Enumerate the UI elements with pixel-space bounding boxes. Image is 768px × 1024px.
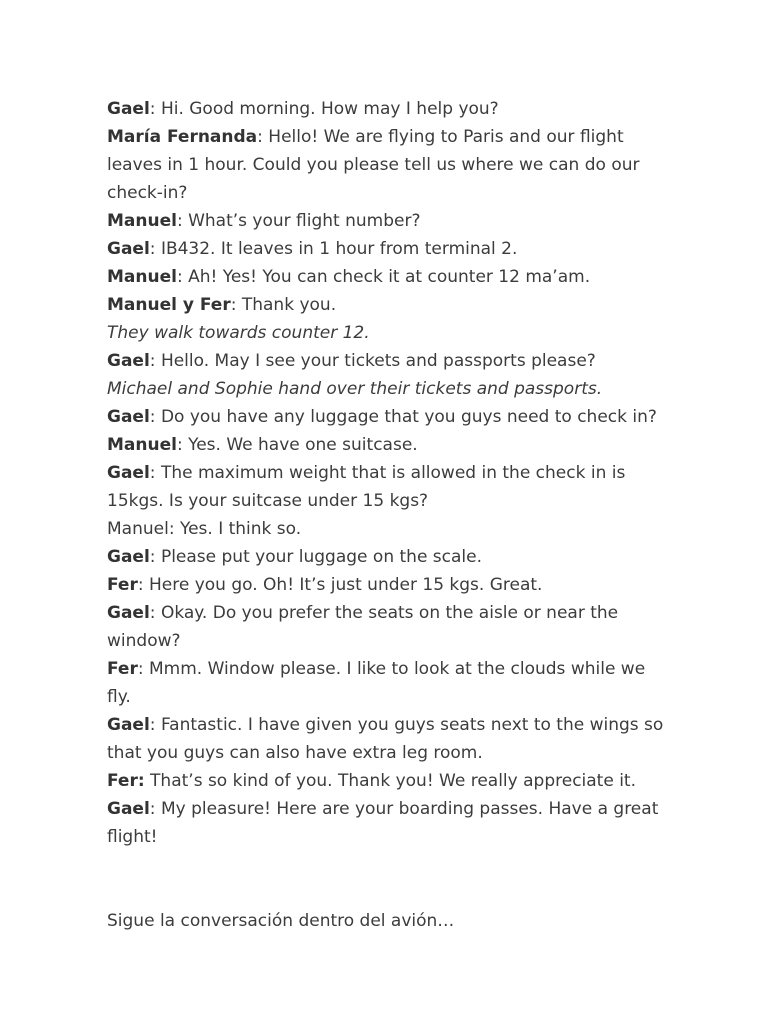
utterance: The maximum weight that is allowed in the check in is 15kgs. Is your suitcase under 15 kgs? (107, 463, 626, 511)
utterance: Mmm. Window please. I like to look at the clouds while we fly. (107, 659, 646, 707)
separator: : (149, 407, 161, 427)
dialogue-line (107, 207, 667, 235)
speaker-name: Manuel (107, 267, 177, 287)
dialogue-line (107, 347, 667, 375)
separator: : (149, 799, 161, 819)
dialogue-line (107, 431, 667, 459)
separator: : (149, 99, 161, 119)
dialogue-line (107, 263, 667, 291)
speaker-name: Gael (107, 407, 150, 427)
dialogue-line (107, 291, 667, 319)
separator: : (149, 603, 161, 623)
speaker-name: Fer: (107, 771, 145, 791)
stage-direction: They walk towards counter 12. (107, 323, 370, 343)
separator: : (137, 575, 149, 595)
utterance: Here you go. Oh! It’s just under 15 kgs. Great. (148, 575, 543, 595)
separator: : (176, 211, 189, 231)
dialogue-line (107, 655, 667, 711)
utterance: My pleasure! Here are your boarding passes. Have a great flight! (107, 799, 659, 847)
utterance: Okay. Do you prefer the seats on the aisle or near the window? (107, 603, 619, 651)
utterance: That’s so kind of you. Thank you! We really appreciate it. (150, 771, 636, 791)
utterance: IB432. It leaves in 1 hour from terminal 2. (160, 239, 518, 259)
utterance: Hi. Good morning. How may I help you? (160, 99, 499, 119)
separator: : (149, 715, 161, 735)
dialogue-line (107, 571, 667, 599)
stage-direction: Michael and Sophie hand over their tickets and passports. (107, 379, 603, 399)
utterance: What’s your flight number? (188, 211, 421, 231)
separator: : (149, 547, 161, 567)
speaker-name: Gael (107, 351, 150, 371)
separator: : (149, 463, 161, 483)
utterance: Ah! Yes! You can check it at counter 12 ma’am. (188, 267, 591, 287)
speaker-name: Gael (107, 715, 150, 735)
separator: : (176, 435, 189, 455)
dialogue-line (107, 95, 667, 123)
dialogue (107, 95, 667, 851)
speaker-name: Manuel y Fer (107, 295, 231, 315)
dialogue-line (107, 543, 667, 571)
speaker-name: Gael (107, 239, 150, 259)
utterance: Yes. We have one suitcase. (188, 435, 418, 455)
speaker-name: Gael (107, 99, 150, 119)
utterance: Please put your luggage on the scale. (160, 547, 483, 567)
dialogue-line (107, 403, 667, 431)
dialogue-line (107, 123, 667, 207)
utterance: Do you have any luggage that you guys need to check in? (160, 407, 657, 427)
utterance: Fantastic. I have given you guys seats next to the wings so that you guys can also have extra leg room. (107, 715, 664, 763)
separator: : (176, 267, 189, 287)
speaker-name: Fer (107, 575, 138, 595)
continuation-note: Sigue la conversación dentro del avión… (107, 911, 455, 931)
dialogue-line (107, 235, 667, 263)
separator: : (257, 127, 269, 147)
speaker-name: Gael (107, 547, 150, 567)
separator: : (149, 351, 161, 371)
separator: : (137, 659, 149, 679)
utterance: Thank you. (241, 295, 337, 315)
speaker-name: Gael (107, 463, 150, 483)
plain-dialogue-line: Manuel: Yes. I think so. (107, 519, 302, 539)
dialogue-line (107, 795, 667, 851)
speaker-name: Fer (107, 659, 138, 679)
utterance: Hello. May I see your tickets and passports please? (160, 351, 596, 371)
speaker-name: Manuel (107, 211, 177, 231)
separator: : (149, 239, 161, 259)
speaker-name: Gael (107, 799, 150, 819)
utterance: Hello! We are flying to Paris and our flight leaves in 1 hour. Could you please tell us where we can do our check-in? (107, 127, 640, 203)
speaker-name: María Fernanda (107, 127, 258, 147)
separator: : (230, 295, 242, 315)
dialogue-line (107, 459, 667, 515)
dialogue-line (107, 599, 667, 655)
speaker-name: Manuel (107, 435, 177, 455)
dialogue-line (107, 711, 667, 767)
speaker-name: Gael (107, 603, 150, 623)
dialogue-line (107, 767, 667, 795)
